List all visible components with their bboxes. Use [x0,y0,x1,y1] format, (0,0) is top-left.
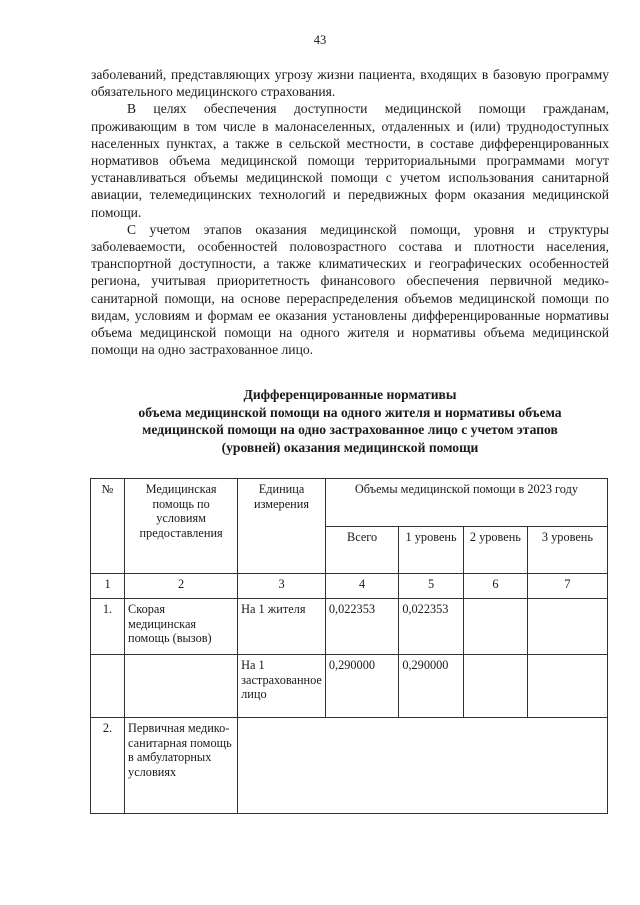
heading-line-3: медицинской помощи на одно застрахованное лицо с учетом этапов [142,422,558,437]
heading-line-2: объема медицинской помощи на одного жителя и нормативы объема [138,404,562,420]
table-row [91,599,608,655]
header-level2: 2 уровень [463,527,527,574]
col-number: 6 [463,574,527,599]
row-unit: На 1 застрахованное лицо [238,655,326,718]
row-total: 0,290000 [325,655,398,718]
header-total: Всего [325,527,398,574]
row-level1: 0,022353 [399,599,464,655]
header-volumes: Объемы медицинской помощи в 2023 году [325,479,607,527]
row-level2 [463,599,527,655]
heading-line-4: (уровней) оказания медицинской помощи [221,439,479,455]
norms-table [90,478,608,814]
paragraph-2: В целях обеспечения доступности медицинской помощи гражданам, проживающим в том числе в малонаселенных, отдаленных и (или) труднодоступных населенных пунктах, а также в сельской местности, в составе дифференцированных нормативов объема медицинской помощи территориальными программами могут устанавливаться объемы медицинской помощи с учетом использования санитарной авиации, телемедицинских технологий и передвижных форм оказания медицинской помощи. [91,101,609,220]
row-num [91,655,125,718]
page-number: 43 [313,33,327,47]
row-empty-values [238,718,608,814]
row-num: 2. [91,718,125,814]
body-text [91,66,609,358]
table-row [91,655,608,718]
row-care-type [125,655,238,718]
section-heading [91,386,609,456]
paragraph-3: С учетом этапов оказания медицинской помощи, уровня и структуры заболеваемости, особенностей половозрастного состава и плотности населения, транспортной доступности, а также климатических и географических особенностей региона, учитывая приоритетность финансового обеспечения первичной медико-санитарной помощи, на основе перераспределения объемов медицинской помощи по видам, условиям и формам ее оказания установлены дифференцированные нормативы объема медицинской помощи на одного жителя и нормативы объема медицинской помощи на одно застрахованное лицо. [91,221,609,358]
row-level3 [527,599,607,655]
row-unit: На 1 жителя [238,599,326,655]
paragraph-1: заболеваний, представляющих угрозу жизни пациента, входящих в базовую программу обязательного медицинского страхования. [91,67,609,100]
heading-line-1: Дифференцированные нормативы [243,387,457,402]
row-care-type: Первичная медико-санитарная помощь в амбулаторных условиях [125,718,238,814]
col-number: 4 [325,574,398,599]
col-number: 2 [125,574,238,599]
col-number: 1 [91,574,125,599]
table-row [91,718,608,814]
header-level1: 1 уровень [399,527,464,574]
row-num: 1. [91,599,125,655]
col-number: 7 [527,574,607,599]
row-level1: 0,290000 [399,655,464,718]
col-number: 3 [238,574,326,599]
header-care: Медицинская помощь по условиям предоставления [125,479,238,574]
col-number: 5 [399,574,464,599]
header-row-1 [91,479,608,527]
header-num: № [91,479,125,574]
row-care-type: Скорая медицинская помощь (вызов) [125,599,238,655]
row-level2 [463,655,527,718]
header-level3: 3 уровень [527,527,607,574]
column-numbers-row [91,574,608,599]
row-total: 0,022353 [325,599,398,655]
header-unit: Единица измерения [238,479,326,574]
row-level3 [527,655,607,718]
